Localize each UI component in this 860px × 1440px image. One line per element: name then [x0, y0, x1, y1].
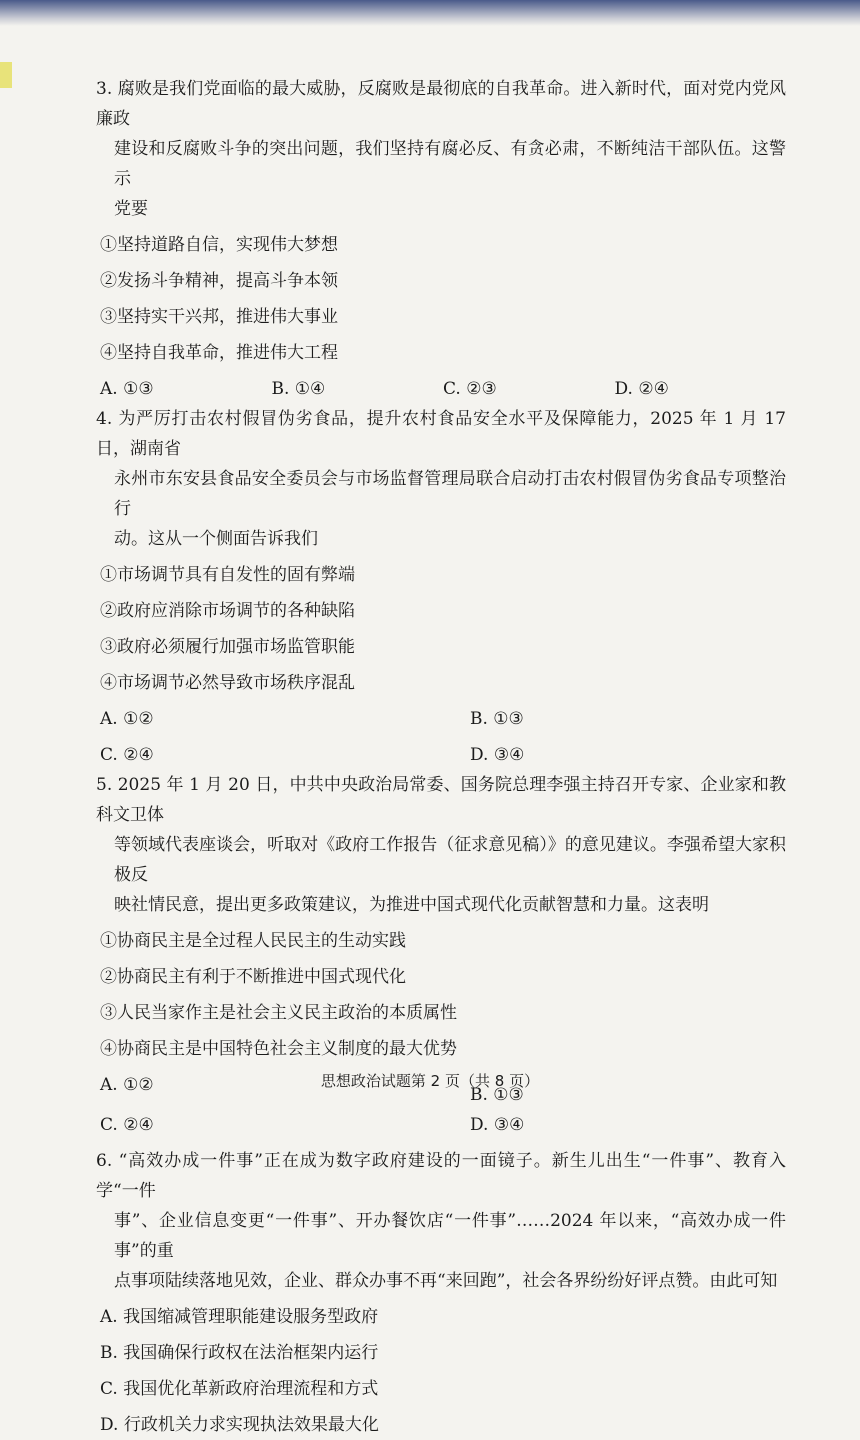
statement-item: ③坚持实干兴邦，推进伟大事业 [100, 307, 338, 327]
statement-item: ③政府必须履行加强市场监管职能 [100, 637, 355, 657]
choice-c: C. ②④ [100, 1115, 154, 1135]
question-stem-line: 等领域代表座谈会，听取对《政府工作报告（征求意见稿）》的意见建议。李强希望大家积极反 [114, 835, 786, 885]
question-stem-line: 永州市东安县食品安全委员会与市场监督管理局联合启动打击农村假冒伪劣食品专项整治行 [114, 469, 786, 519]
choice-a: A. ①② [100, 709, 154, 729]
choice-d: D. 行政机关力求实现执法效果最大化 [100, 1415, 379, 1435]
question-stem-line: 4. 为严厉打击农村假冒伪劣食品，提升农村食品安全水平及保障能力，2025 年 1 月 17 日，湖南省 [96, 409, 786, 459]
statement-item: ②政府应消除市场调节的各种缺陷 [100, 601, 355, 621]
question-stem-line: 事”、企业信息变更“一件事”、开办餐饮店“一件事”……2024 年以来，“高效办成一件事”的重 [114, 1211, 786, 1261]
choice-b: B. ①③ [470, 709, 524, 729]
choice-c: C. 我国优化革新政府治理流程和方式 [100, 1379, 379, 1399]
question-stem-line: 建设和反腐败斗争的突出问题，我们坚持有腐必反、有贪必肃，不断纯洁干部队伍。这警示 [114, 139, 786, 189]
question-6 [96, 1146, 786, 1440]
choice-b: B. ①④ [271, 379, 326, 399]
question-stem-line: 3. 腐败是我们党面临的最大威胁，反腐败是最彻底的自我革命。进入新时代，面对党内党风廉政 [96, 79, 786, 129]
answer-choices [100, 374, 786, 404]
question-stem-line: 映社情民意，提出更多政策建议，为推进中国式现代化贡献智慧和力量。这表明 [114, 895, 709, 915]
question-4 [96, 404, 786, 770]
scan-margin-mark [0, 62, 12, 88]
choice-d: D. ③④ [470, 1115, 525, 1135]
statement-item: ④协商民主是中国特色社会主义制度的最大优势 [100, 1039, 457, 1059]
question-3 [96, 74, 786, 404]
statement-item: ①协商民主是全过程人民民主的生动实践 [100, 931, 406, 951]
choice-c: C. ②④ [100, 745, 154, 765]
statement-item: ①市场调节具有自发性的固有弊端 [100, 565, 355, 585]
choice-a: A. 我国缩减管理职能建设服务型政府 [100, 1307, 379, 1327]
question-stem-line: 点事项陆续落地见效，企业、群众办事不再“来回跑”，社会各界纷纷好评点赞。由此可知 [114, 1271, 778, 1291]
question-stem-line: 党要 [114, 199, 148, 219]
choice-a: A. ①③ [100, 379, 154, 399]
choice-a: A. ①② [100, 1075, 154, 1095]
statement-item: ①坚持道路自信，实现伟大梦想 [100, 235, 338, 255]
statement-item: ②发扬斗争精神，提高斗争本领 [100, 271, 338, 291]
scan-top-edge [0, 0, 860, 26]
statement-item: ③人民当家作主是社会主义民主政治的本质属性 [100, 1003, 457, 1023]
choice-b: B. 我国确保行政权在法治框架内运行 [100, 1343, 379, 1363]
question-stem-line: 5. 2025 年 1 月 20 日，中共中央政治局常委、国务院总理李强主持召开专家、企业家和教科文卫体 [96, 775, 786, 825]
choice-d: D. ③④ [470, 745, 525, 765]
statement-item: ④坚持自我革命，推进伟大工程 [100, 343, 338, 363]
choice-d: D. ②④ [614, 379, 669, 399]
question-stem-line: 6. “高效办成一件事”正在成为数字政府建设的一面镜子。新生儿出生“一件事”、教育入学“一件 [96, 1151, 786, 1201]
choice-c: C. ②③ [443, 379, 497, 399]
answer-choices [100, 704, 786, 770]
choice-b: B. ①③ [470, 1085, 524, 1105]
questions [96, 74, 786, 1440]
question-stem-line: 动。这从一个侧面告诉我们 [114, 529, 318, 549]
statement-item: ④市场调节必然导致市场秩序混乱 [100, 673, 355, 693]
statement-item: ②协商民主有利于不断推进中国式现代化 [100, 967, 406, 987]
page-footer: 思想政治试题第 2 页（共 8 页） [320, 1072, 540, 1090]
